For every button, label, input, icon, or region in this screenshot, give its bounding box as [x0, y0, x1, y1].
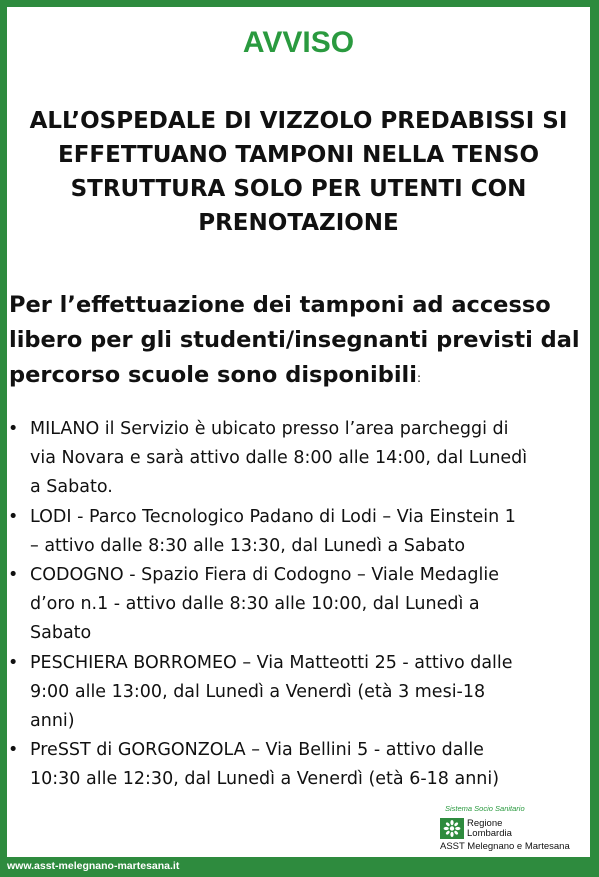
notice-title: AVVISO — [242, 26, 355, 59]
logo-region-line: Regione — [467, 818, 503, 829]
list-item-line: LODI - Parco Tecnologico Padano di Lodi – Via Einstein 1 — [30, 506, 516, 527]
locations-list — [7, 415, 582, 795]
headline-line: STRUTTURA SOLO PER UTENTI CON — [70, 176, 527, 202]
list-item-line: d’oro n.1 - attivo dalle 8:30 alle 10:00, dal Lunedì a — [30, 594, 480, 615]
list-item-line: a Sabato. — [30, 477, 113, 498]
bullet-icon: • — [8, 652, 19, 673]
list-item — [7, 561, 582, 649]
list-item — [7, 415, 582, 503]
subheading-text: percorso scuole sono disponibili — [9, 362, 417, 388]
list-item-line: 9:00 alle 13:00, dal Lunedì a Venerdì (età 3 mesi-18 — [30, 681, 486, 702]
list-item-line: Sabato — [30, 623, 92, 644]
logo-region — [467, 819, 512, 839]
bullet-icon: • — [8, 419, 19, 439]
logo-agency: ASST Melegnano e Martesana — [440, 841, 570, 852]
subheading-line: Per l’effettuazione dei tamponi ad accesso — [9, 292, 551, 318]
bullet-icon: • — [8, 506, 19, 527]
list-item-line: CODOGNO - Spazio Fiera di Codogno – Viale Medaglie — [30, 565, 499, 586]
regione-lombardia-icon — [440, 818, 464, 839]
bullet-icon: • — [8, 740, 19, 761]
list-item-line: 10:30 alle 12:30, dal Lunedì a Venerdì (età 6-18 anni) — [30, 769, 500, 790]
subheading-colon: : — [416, 371, 422, 385]
list-item-line: – attivo dalle 8:30 alle 13:30, dal Lunedì a Sabato — [30, 535, 466, 556]
headline-line: EFFETTUANO TAMPONI NELLA TENSO — [58, 142, 539, 168]
list-item — [7, 649, 582, 737]
list-item — [7, 736, 582, 794]
list-item-line: anni) — [30, 711, 75, 732]
logo-system-name: Sistema Socio Sanitario — [445, 804, 525, 813]
logo-region-line: Lombardia — [467, 828, 512, 839]
bullet-icon: • — [8, 565, 19, 586]
footer-url: www.asst-melegnano-martesana.it — [7, 860, 180, 872]
subheading-line: libero per gli studenti/insegnanti previsti dal — [9, 327, 580, 353]
list-item — [7, 503, 582, 561]
notice-sheet — [7, 7, 590, 857]
subheading-line — [9, 358, 584, 396]
regione-lombardia-logo — [439, 804, 589, 856]
list-item-line: via Novara e sarà attivo dalle 8:00 alle 14:00, dal Lunedì — [30, 448, 528, 469]
list-item-line: PESCHIERA BORROMEO – Via Matteotti 25 - attivo dalle — [30, 652, 513, 673]
list-item-line: MILANO il Servizio è ubicato presso l’area parcheggi di — [30, 419, 509, 439]
notice-subheading — [9, 288, 584, 396]
headline-line: ALL’OSPEDALE DI VIZZOLO PREDABISSI SI — [29, 108, 568, 134]
headline-line: PRENOTAZIONE — [198, 210, 399, 236]
notice-headline — [7, 104, 590, 240]
list-item-line: PreSST di GORGONZOLA – Via Bellini 5 - attivo dalle — [30, 740, 484, 761]
